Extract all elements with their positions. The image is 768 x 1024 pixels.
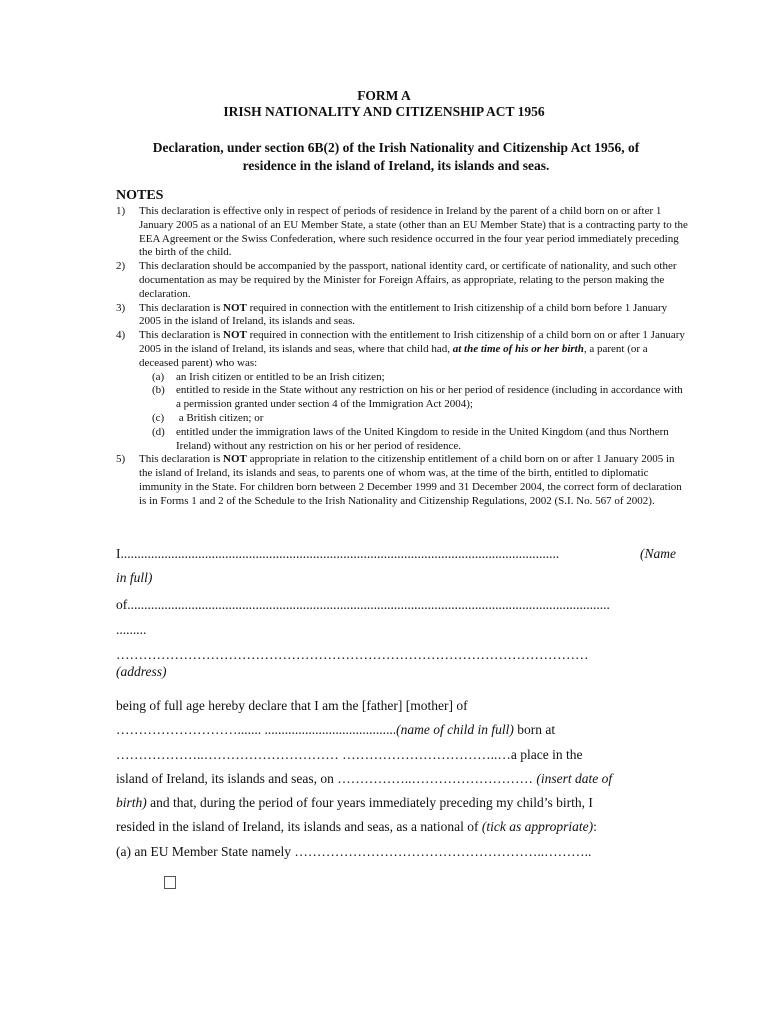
subitem-text: entitled under the immigration laws of the United Kingdom to reside in the United Kingdom (and thus Northern Ireland) without any restriction on his or her period of residence. [176,425,669,452]
tick-hint: (tick as appropriate) [481,819,594,835]
of-prefix: of [116,597,128,612]
note-text: This declaration is effective only in respect of periods of residence in Ireland by the parent of a child born on or after 1 January 2005 as a national of an EU Member State, a state (other than an EU Member State) that is a contracting party to the EEA Agreement or the Swiss Confederation, where such residence occurred in the four year period immediately preceding the birth of the child. [139,205,688,259]
subitem-b [116,384,688,412]
note-text: This declaration should be accompanied by the passport, national identity card, or certificate of nationality, and such other documentation as may be required by the Minister for Foreign Affairs, as appropriate, relating to the person making the declaration. [139,260,677,300]
of-dots: ............................................................................................................................................... [127,597,610,612]
note-number: 4) [116,329,126,342]
name-dots: .................................................................................................................................. [120,546,560,561]
body-line-3[interactable] [116,743,676,767]
body-line-1: being of full age hereby declare that I am the [father] [mother] of [116,698,468,713]
name-hint: (Name [634,542,676,565]
note-emphasis-italic: at the time of his or her birth [452,342,584,355]
born-at-label: born at [513,722,556,738]
body-line-7[interactable]: (a) an EU Member State namely ………………………………………………..……….. [116,843,592,859]
body-line-5 [116,791,676,815]
address-hint: (address) [116,664,167,679]
national-of-text: resided in the island of Ireland, its islands and seas, as a national of [116,819,482,835]
birth-date-hint: (insert date of [532,770,613,786]
declaration-line-2: residence in the island of Ireland, its islands and seas. [242,158,550,173]
note-1 [116,205,688,260]
declaration-title [110,139,682,175]
note-text-pre: This declaration is [139,453,224,466]
note-text-post: appropriate in relation to the citizenship entitlement of a child born on or after 1 January 2005 in the island of Ireland, its islands and seas, to parents one of whom was, at the time of the birth, entitled to diplomatic immunity in the State. For children born between 2 December 1999 and 31 December 2004, the correct form of declaration is in Forms 1 and 2 of the Schedule to the Irish Nationality and Citizenship Regulations, 2002 (S.I. No. 567 of 2002). [139,453,682,507]
subitem-letter: (a) [152,370,165,383]
colon: : [593,819,597,835]
note-text-post: , a parent (or a deceased parent) who was: [139,342,648,369]
note-emphasis: NOT [223,329,247,342]
subitem-letter: (b) [152,384,165,397]
birth-date-hint-cont: birth) [116,795,147,811]
note-number: 3) [116,301,126,314]
note-text-pre: This declaration is [139,329,224,342]
birth-date-prefix: island of Ireland, its islands and seas, on ……………..……………………… [116,770,533,786]
form-title: FORM A [357,88,411,103]
subitem-a [116,371,688,385]
body-line-2[interactable] [116,718,676,742]
note-number: 2) [116,260,126,273]
note-number: 1) [116,205,126,217]
note-text-mid: required in connection with the entitlement to Irish citizenship of a child born on or after 1 January 2005 in the island of Ireland, its islands and seas, where that child had, [139,329,685,355]
declaration-line-1: Declaration, under section 6B(2) of the Irish Nationality and Citizenship Act 1956, of [152,140,640,155]
subitem-letter: (d) [152,425,165,438]
notes-list [116,205,688,509]
place-label: a place in the [510,746,583,762]
residence-text: and that, during the period of four years immediately preceding my child’s birth, I [146,795,593,811]
subitem-text: entitled to reside in the State without any restriction on his or her period of residence (including in accordance with a permission granted under section 4 of the Immigration Act 2004); [176,384,683,411]
note-5 [116,453,688,508]
subitem-d [116,426,688,454]
name-prefix: I [116,546,121,561]
eu-member-checkbox[interactable] [164,876,176,889]
subitem-text: an Irish citizen or entitled to be an Irish citizen; [176,370,385,383]
of-dots-cont: ......... [116,622,147,637]
name-hint-cont: in full) [116,570,153,585]
subitem-text: a British citizen; or [176,411,264,424]
birthplace-dots: ………………..………………………… ……………………………..… [116,746,511,762]
note-2 [116,260,688,301]
declaration-body [116,694,676,864]
notes-heading: NOTES [116,188,164,203]
note-number: 5) [116,453,126,466]
of-field[interactable] [116,593,688,616]
act-title: IRISH NATIONALITY AND CITIZENSHIP ACT 1956 [223,104,545,119]
body-line-6 [116,815,676,839]
note-emphasis: NOT [223,301,247,314]
child-name-dots: ………………………....... ....................................... [116,722,397,738]
note-emphasis: NOT [223,453,247,466]
subitem-letter: (c) [152,411,165,424]
name-field[interactable] [116,542,676,565]
note-text-post: required in connection with the entitlement to Irish citizenship of a child born before 1 January 2005 in the island of Ireland, its islands and seas. [139,301,668,328]
address-field[interactable]: …………………………………………………………………………………………… [116,647,589,662]
subitem-c [116,412,688,426]
child-name-hint: (name of child in full) [396,722,514,738]
note-text-pre: This declaration is [139,301,224,314]
body-line-4[interactable] [116,767,676,791]
note-3 [116,302,688,330]
note-4 [116,329,688,370]
